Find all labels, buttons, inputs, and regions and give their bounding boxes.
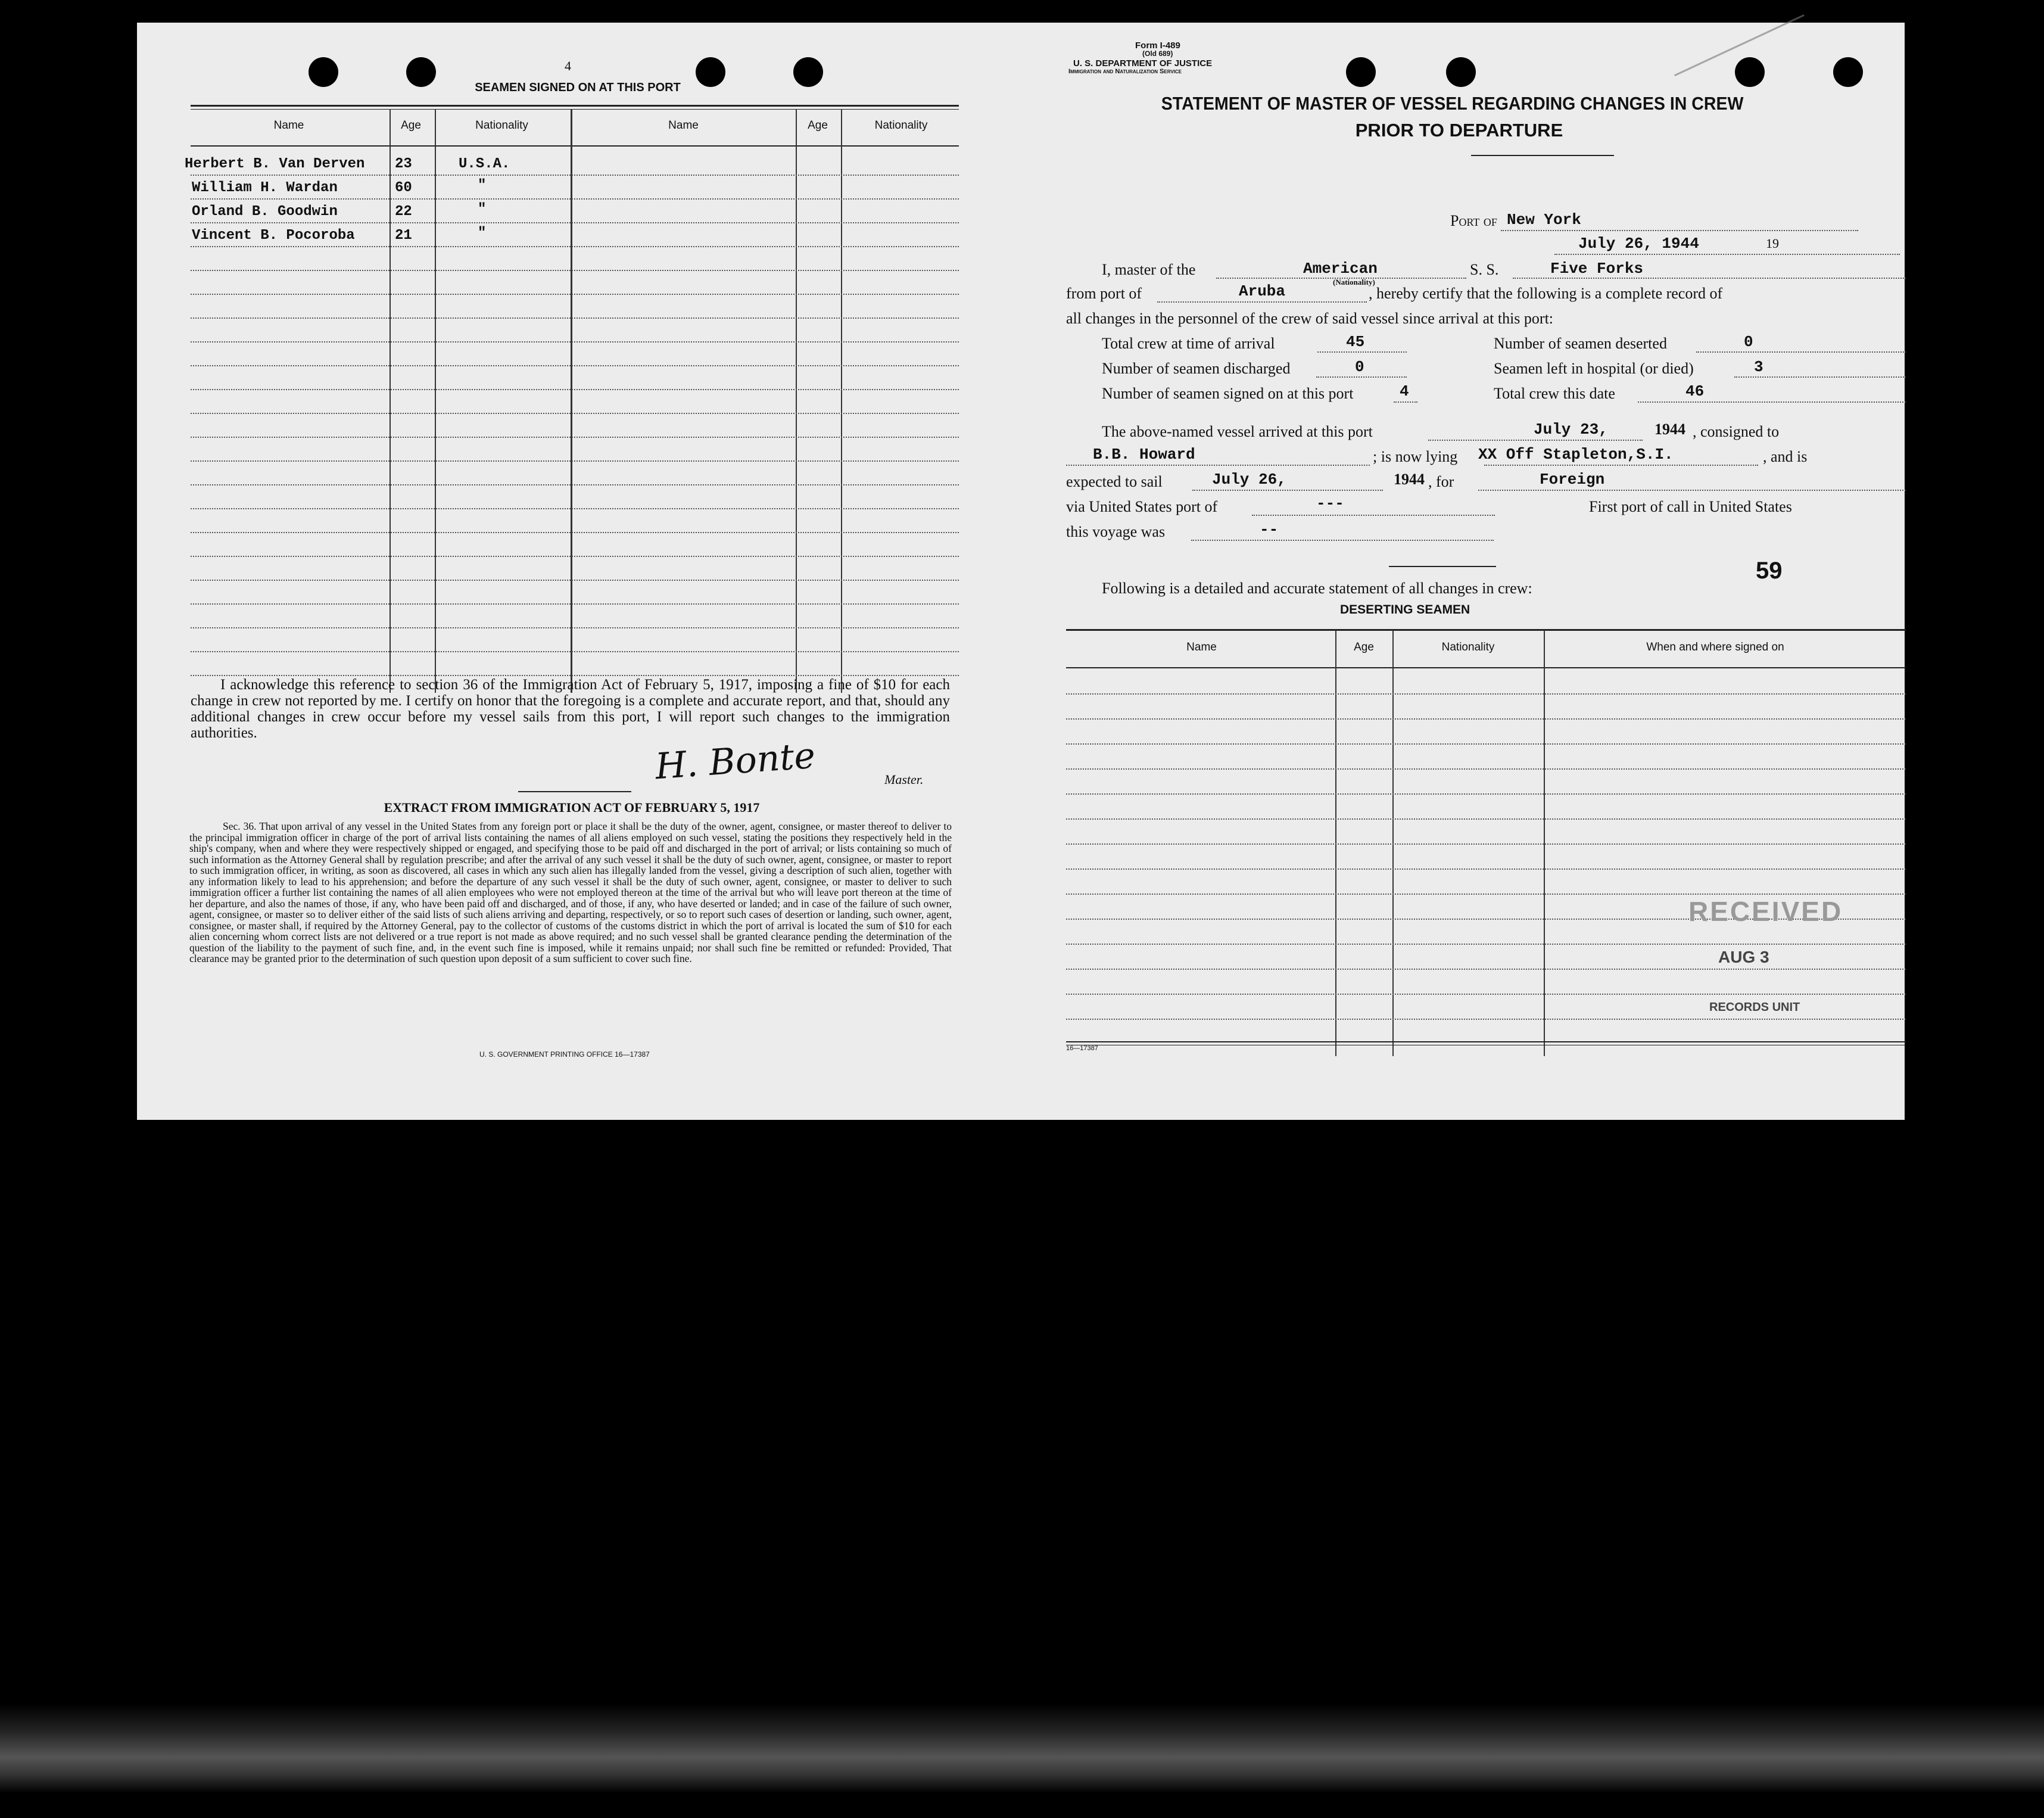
handwritten-page-number: 59 — [1756, 558, 1783, 584]
column-header: Nationality — [874, 119, 928, 132]
punch-hole — [1833, 57, 1863, 87]
column-line — [841, 109, 842, 693]
field-line — [1478, 490, 1906, 491]
row-line — [191, 508, 959, 509]
row-line — [1066, 994, 1906, 995]
received-stamp: RECEIVED — [1688, 896, 1843, 927]
signature-line — [518, 791, 631, 792]
expected-label: expected to sail — [1066, 473, 1163, 490]
divider — [191, 105, 959, 107]
row-line — [191, 389, 959, 390]
divider — [191, 109, 959, 110]
row-line — [191, 603, 959, 605]
seaman-name: Herbert B. Van Derven — [185, 156, 365, 172]
discharged-label: Number of seamen discharged — [1102, 360, 1291, 377]
row-line — [1066, 768, 1906, 770]
deserted-value: 0 — [1744, 333, 1753, 351]
row-line — [191, 437, 959, 438]
seaman-age: 22 — [395, 204, 412, 220]
row-line — [1066, 969, 1906, 970]
row-line — [191, 580, 959, 581]
voyage-label: this voyage was — [1066, 523, 1166, 540]
punch-hole — [309, 57, 338, 87]
total-crew-date: 46 — [1685, 382, 1705, 400]
row-line — [191, 341, 959, 343]
punch-hole — [406, 57, 436, 87]
certify-text-2: all changes in the personnel of the crew of said vessel since arrival at this port: — [1066, 310, 1554, 327]
divider — [191, 145, 959, 147]
form-number: Form I-489 — [1135, 41, 1180, 51]
service: Immigration and Naturalization Service — [1068, 68, 1182, 75]
port-label: Port of — [1450, 212, 1497, 229]
row-line — [1066, 693, 1906, 695]
seaman-nationality: " — [478, 225, 487, 241]
seaman-nationality: " — [478, 201, 487, 217]
lying-value: XX Off Stapleton,S.I. — [1478, 446, 1674, 463]
seaman-nationality: " — [478, 178, 487, 194]
row-line — [1066, 1019, 1906, 1020]
acknowledgment-text: I acknowledge this reference to section 36 of the Immigration Act of February 5, 1917, imposing a fine of $10 for each change in crew not reported by me. I certify on honor that the foregoing is a complete and accurate report, and that, should any additional changes in crew occur before my vessel sails from this port, I will report such changes to the immigration authorities. — [191, 677, 950, 741]
date-suffix: 19 — [1766, 236, 1779, 251]
deserting-col-header: Name — [1186, 641, 1217, 653]
expected-year: 1944 — [1394, 471, 1425, 488]
row-line — [191, 460, 959, 462]
divider — [1471, 155, 1614, 156]
form-title-line2: PRIOR TO DEPARTURE — [1355, 120, 1563, 141]
following-label: Following is a detailed and accurate statement of all changes in crew: — [1102, 580, 1532, 597]
column-header: Name — [668, 119, 699, 132]
field-line — [1157, 301, 1367, 303]
deserting-title: DESERTING SEAMEN — [1340, 603, 1470, 617]
punch-hole — [1446, 57, 1476, 87]
extract-title: EXTRACT FROM IMMIGRATION ACT OF FEBRUARY 5, 1917 — [384, 800, 760, 815]
seaman-nationality: U.S.A. — [459, 156, 510, 172]
discharged-value: 0 — [1355, 358, 1364, 376]
total-crew-arrival-label: Total crew at time of arrival — [1102, 335, 1275, 352]
row-line — [191, 246, 959, 247]
department: U. S. DEPARTMENT OF JUSTICE — [1073, 58, 1213, 69]
arrived-value: July 23, — [1534, 421, 1608, 438]
for-value: Foreign — [1540, 471, 1605, 488]
column-line — [571, 109, 572, 693]
field-line — [1734, 376, 1906, 378]
first-port-label: First port of call in United States — [1589, 498, 1792, 515]
field-line — [1554, 254, 1900, 255]
seaman-age: 23 — [395, 156, 412, 172]
certify-text: , hereby certify that the following is a complete record of — [1369, 285, 1723, 302]
divider — [1066, 1041, 1906, 1042]
extract-text: Sec. 36. That upon arrival of any vessel in the United States from any foreign port or place it shall be the duty of the owner, agent, consignee, or master thereof to deliver to the principal immigration officer in charge of the port of arrival lists containing the names of all aliens employed on such vessel, stating the positions they respectively held in the ship's company, when and where they were respectively shipped or engaged, and specifying those to be paid off and discharged in the port of arrival; or lists containing so much of such information as the Attorney General shall by regulation prescribe; and after the arrival of any such vessel it shall be the duty of such owner, agent, consignee, or master to report to such immigration officer, in writing, as soon as discovered, all cases in which any such alien has illegally landed from the vessel, giving a description of such alien, together with any information likely to lead to his apprehension; and before the departure of any such vessel it shall be the duty of such owner, agent, consignee, or master to deliver to such immigration officer a further list containing the names of all alien employees who were not employed thereon at the time of the arrival but who will leave port thereon at the time of her departure, and also the names of those, if any, who have been paid off and discharged, and of those, if any, who have deserted or landed; and in case of the failure of such owner, agent, consignee, or master so to deliver either of the said lists of such aliens arriving and departing, respectively, or so to report such cases of desertion or landing, such owner, agent, consignee, or master shall, if required by the Attorney General, pay to the collector of customs of the customs district in which the port of arrival is located the sum of $10 for each alien concerning whom correct lists are not delivered or a true report is not made as above required; and no such vessel shall be granted clearance pending the determination of the question of the liability to the payment of such fine, and, in the event such fine is imposed, while it remains unpaid; nor shall such fine be remitted or refunded: Provided, That clearance may be granted prior to the determination of such question upon deposit of a sum sufficient to cover such fine. — [189, 820, 952, 964]
field-line — [1513, 278, 1906, 279]
total-crew-arrival: 45 — [1346, 333, 1365, 351]
row-line — [191, 198, 959, 200]
field-line — [1696, 351, 1906, 353]
row-line — [1066, 818, 1906, 820]
row-line — [191, 675, 959, 676]
row-line — [191, 294, 959, 295]
lying-label: ; is now lying — [1373, 448, 1458, 465]
row-line — [1066, 894, 1906, 895]
seaman-name: William H. Wardan — [192, 180, 338, 196]
hospital-value: 3 — [1754, 358, 1763, 376]
column-header: Name — [273, 119, 304, 132]
nationality-caption: (Nationality) — [1333, 278, 1375, 287]
field-line — [1501, 230, 1858, 231]
row-line — [191, 222, 959, 223]
row-line — [1066, 868, 1906, 870]
column-line — [796, 109, 797, 693]
row-line — [191, 651, 959, 652]
via-value: --- — [1316, 494, 1344, 512]
field-line — [1316, 376, 1407, 378]
field-line — [1066, 465, 1370, 466]
row-line — [1066, 843, 1906, 845]
seaman-age: 21 — [395, 228, 412, 244]
row-line — [1066, 944, 1906, 945]
field-line — [1394, 401, 1417, 403]
field-line — [1428, 440, 1643, 441]
row-line — [191, 365, 959, 366]
total-crew-date-label: Total crew this date — [1494, 385, 1615, 402]
row-line — [191, 532, 959, 533]
divider — [1389, 566, 1496, 567]
master-signature: H. Bonte — [653, 734, 817, 788]
via-label: via United States port of — [1066, 498, 1218, 515]
records-unit-stamp: RECORDS UNIT — [1709, 1001, 1800, 1014]
punch-hole — [793, 57, 823, 87]
form-title-line1: STATEMENT OF MASTER OF VESSEL REGARDING CHANGES IN CREW — [1161, 93, 1744, 114]
row-line — [191, 413, 959, 414]
column-header: Age — [401, 119, 421, 132]
from-port-value: Aruba — [1239, 282, 1286, 300]
ss-label: S. S. — [1470, 261, 1499, 278]
nationality-value: American — [1303, 260, 1378, 278]
left-title: SEAMEN SIGNED ON AT THIS PORT — [475, 81, 681, 94]
port-value: New York — [1507, 211, 1581, 229]
for-label: , for — [1428, 473, 1454, 490]
field-line — [1317, 351, 1407, 353]
field-line — [1638, 401, 1906, 403]
master-of-label: I, master of the — [1102, 261, 1196, 278]
signed-on-value: 4 — [1400, 382, 1409, 400]
deserting-col-header: Nationality — [1441, 641, 1495, 653]
field-line — [1191, 540, 1494, 541]
seaman-name: Vincent B. Pocoroba — [192, 228, 355, 244]
date-value: July 26, 1944 — [1578, 235, 1699, 253]
form-code: 16—17387 — [1066, 1045, 1098, 1052]
row-line — [191, 270, 959, 271]
arrived-year: 1944 — [1654, 421, 1685, 438]
row-line — [1066, 743, 1906, 745]
divider — [1066, 667, 1906, 668]
deserting-col-header: When and where signed on — [1646, 641, 1784, 653]
consignee: B.B. Howard — [1093, 446, 1195, 463]
document-scan — [137, 23, 1905, 1120]
date-stamp: AUG 3 — [1718, 948, 1769, 966]
ship-name: Five Forks — [1550, 260, 1644, 278]
and-is-label: , and is — [1763, 448, 1808, 465]
divider — [1066, 629, 1906, 631]
column-header: Nationality — [475, 119, 528, 132]
hospital-label: Seamen left in hospital (or died) — [1494, 360, 1694, 377]
row-line — [191, 627, 959, 628]
row-line — [1066, 793, 1906, 795]
row-line — [1066, 718, 1906, 720]
page-number: 4 — [565, 58, 571, 73]
row-line — [191, 175, 959, 176]
row-line — [191, 484, 959, 485]
deserting-col-header: Age — [1354, 641, 1374, 653]
expected-value: July 26, — [1212, 471, 1286, 488]
field-line — [1484, 465, 1758, 466]
consigned-label: , consigned to — [1693, 423, 1780, 440]
punch-hole — [1346, 57, 1376, 87]
column-line — [435, 109, 436, 693]
signed-on-label: Number of seamen signed on at this port — [1102, 385, 1354, 402]
row-line — [191, 317, 959, 319]
field-line — [1192, 490, 1383, 491]
arrived-label: The above-named vessel arrived at this port — [1102, 423, 1373, 440]
form-old-number: (Old 689) — [1142, 49, 1173, 58]
scan-edge — [0, 1704, 2044, 1793]
printer-line: U. S. GOVERNMENT PRINTING OFFICE 16—17387 — [479, 1050, 650, 1059]
field-line — [1252, 515, 1495, 516]
row-line — [191, 556, 959, 557]
column-header: Age — [808, 119, 828, 132]
seaman-age: 60 — [395, 180, 412, 196]
seaman-name: Orland B. Goodwin — [192, 204, 338, 220]
voyage-value: -- — [1260, 521, 1279, 538]
column-line — [390, 109, 391, 693]
from-port-label: from port of — [1066, 285, 1142, 302]
signature-label: Master. — [884, 772, 924, 787]
deserted-label: Number of seamen deserted — [1494, 335, 1667, 352]
